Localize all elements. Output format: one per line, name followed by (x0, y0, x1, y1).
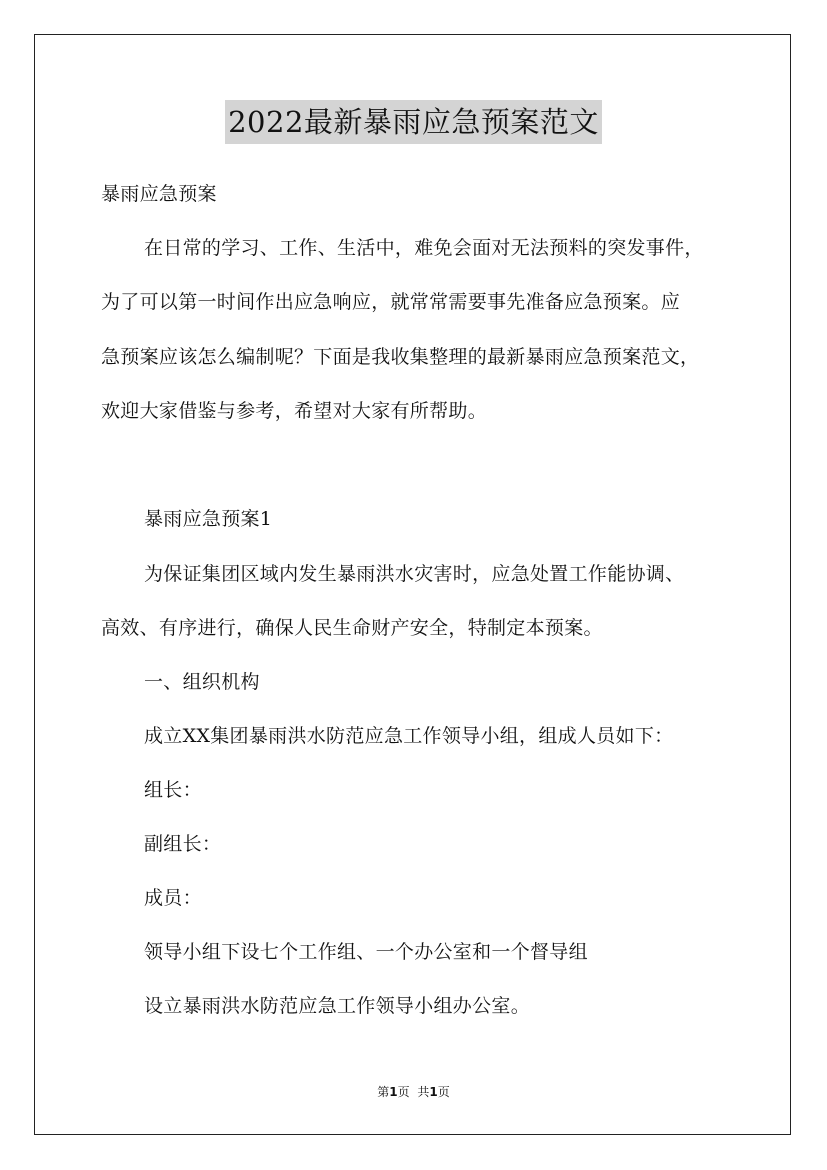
title-container (0, 100, 827, 144)
paragraph-line: 为了可以第一时间作出应急响应，就常常需要事先准备应急预案。应 (101, 291, 681, 313)
document-title: 2022最新暴雨应急预案范文 (225, 100, 602, 144)
paragraph-line: 欢迎大家借鉴与参考，希望对大家有所帮助。 (101, 400, 488, 422)
total-prefix: 共 (417, 1085, 430, 1099)
paragraph-line: 急预案应该怎么编制呢？下面是我收集整理的最新暴雨应急预案范文， (101, 346, 700, 368)
total-word: 页 (437, 1085, 450, 1099)
page-number: 1 (389, 1085, 398, 1099)
page-prefix: 第 (377, 1085, 390, 1099)
paragraph-line: 在日常的学习、工作、生活中，难免会面对无法预料的突发事件， (144, 237, 704, 259)
paragraph-line: 为保证集团区域内发生暴雨洪水灾害时，应急处置工作能协调、 (144, 563, 685, 585)
subsection-heading: 暴雨应急预案1 (144, 508, 273, 530)
list-heading: 一、组织机构 (144, 671, 260, 693)
page-word: 页 (397, 1085, 410, 1099)
section-heading: 暴雨应急预案 (101, 183, 217, 205)
paragraph-line: 成立XX集团暴雨洪水防范应急工作领导小组，组成人员如下： (144, 725, 674, 747)
total-number: 1 (429, 1085, 438, 1099)
field-label-members: 成员： (144, 887, 202, 909)
field-label-leader: 组长： (144, 779, 202, 801)
paragraph-line: 设立暴雨洪水防范应急工作领导小组办公室。 (144, 995, 531, 1017)
field-label-deputy: 副组长： (144, 833, 222, 855)
paragraph-line: 领导小组下设七个工作组、一个办公室和一个督导组 (144, 941, 588, 963)
paragraph-line: 高效、有序进行，确保人民生命财产安全，特制定本预案。 (101, 617, 603, 639)
page-footer (0, 1084, 827, 1100)
